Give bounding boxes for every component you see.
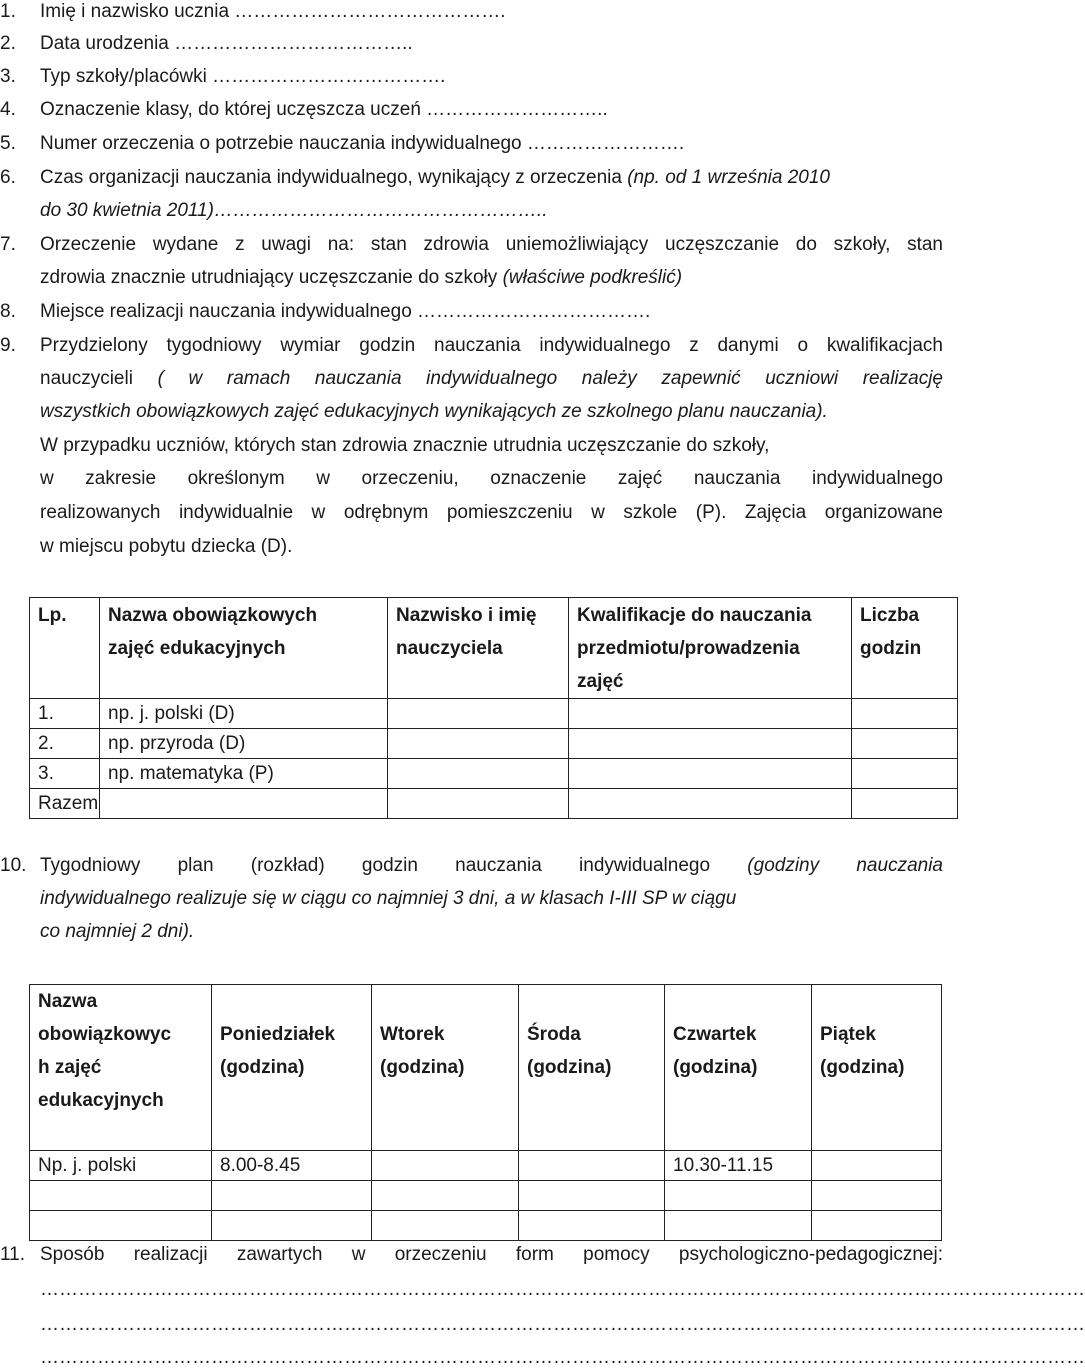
- cell-tuesday: [372, 1151, 519, 1181]
- cell-lp: 2.: [30, 729, 100, 759]
- item-7-line-1: Orzeczenie wydane z uwagi na: stan zdrowia uniemożliwiający uczęszczanie do szkoły, stan: [40, 234, 943, 255]
- item-text: Data urodzenia ………………………………..: [40, 33, 413, 54]
- header-lp: Lp.: [30, 598, 100, 699]
- cell-qualifications: [569, 729, 852, 759]
- item-number: 2.: [0, 33, 16, 54]
- cell-friday: [812, 1211, 942, 1241]
- item-number: 3.: [0, 66, 16, 87]
- cell-wednesday: [519, 1181, 665, 1211]
- cell-tuesday: [372, 1211, 519, 1241]
- cell-hours: [852, 699, 958, 729]
- cell-friday: [812, 1181, 942, 1211]
- cell-hours: [852, 759, 958, 789]
- item-9-line-2: nauczycieli ( w ramach nauczania indywidualnego należy zapewnić uczniowi realizację: [40, 368, 943, 389]
- cell-tuesday: [372, 1181, 519, 1211]
- cell-teacher: [388, 699, 569, 729]
- header-subject: Nazwa obowiązkowych zajęć edukacyjnych: [100, 598, 388, 699]
- schedule-row: [30, 1151, 942, 1181]
- item-text: zdrowia znacznie utrudniający uczęszczanie do szkoły: [40, 267, 503, 288]
- table-total-row: [30, 789, 958, 819]
- header-qualifications: Kwalifikacje do nauczania przedmiotu/prowadzenia zajęć: [569, 598, 852, 699]
- item-10-line-2: indywidualnego realizuje się w ciągu co najmniej 3 dni, a w klasach I-III SP w ciągu: [40, 888, 737, 909]
- cell-subject: [30, 1211, 212, 1241]
- item-number: 5.: [0, 133, 16, 154]
- schedule-row: [30, 1181, 942, 1211]
- cell-friday: [812, 1151, 942, 1181]
- item-9-number: 9.: [0, 335, 16, 356]
- cell-subject: np. przyroda (D): [100, 729, 388, 759]
- item-number: 4.: [0, 99, 16, 120]
- answer-dots-line-1: …………………………………………………………………………………………………………………………………………………: [40, 1279, 1085, 1300]
- item-11-line-1: Sposób realizacji zawartych w orzeczeniu form pomocy psychologiczno-pedagogicznej:: [40, 1244, 943, 1265]
- answer-dots-line-2: …………………………………………………………………………………………………………………………………………………: [40, 1314, 1085, 1335]
- cell-subject: [30, 1181, 212, 1211]
- cell-total-label: Razem: [30, 789, 100, 819]
- schedule-row: [30, 1211, 942, 1241]
- item-text: Numer orzeczenia o potrzebie nauczania indywidualnego …………………….: [40, 133, 685, 154]
- cell-qualifications: [569, 699, 852, 729]
- header-wednesday: Środa (godzina): [519, 985, 665, 1151]
- cell-thursday: 10.30-11.15: [665, 1151, 812, 1181]
- item-text: Czas organizacji nauczania indywidualnego, wynikający z orzeczenia: [40, 167, 628, 188]
- cell-lp: 3.: [30, 759, 100, 789]
- item-number: 8.: [0, 301, 16, 322]
- header-thursday: Czwartek (godzina): [665, 985, 812, 1151]
- header-monday: Poniedziałek (godzina): [212, 985, 372, 1151]
- item-11-number: 11.: [0, 1244, 26, 1265]
- header-tuesday: Wtorek (godzina): [372, 985, 519, 1151]
- item-text-italic: (właściwe podkreślić): [502, 267, 683, 288]
- item-9-line-1: Przydzielony tygodniowy wymiar godzin nauczania indywidualnego z danymi o kwalifikacjach: [40, 335, 943, 356]
- cell-thursday: [665, 1211, 812, 1241]
- item-number: 6.: [0, 167, 16, 188]
- item-10-line-1: Tygodniowy plan (rozkład) godzin nauczania indywidualnego (godziny nauczania: [40, 855, 943, 876]
- header-subject: Nazwa obowiązkowyc h zajęć edukacyjnych: [30, 985, 212, 1151]
- cell-teacher: [388, 759, 569, 789]
- table-row: [30, 729, 958, 759]
- header-friday: Piątek (godzina): [812, 985, 942, 1151]
- table-row: [30, 759, 958, 789]
- cell-thursday: [665, 1181, 812, 1211]
- cell-qualifications: [569, 789, 852, 819]
- cell-subject: Np. j. polski: [30, 1151, 212, 1181]
- cell-monday: [212, 1181, 372, 1211]
- table-header-row: [30, 598, 958, 699]
- item-text: Imię i nazwisko ucznia …………………………………….: [40, 1, 506, 22]
- header-hours: Liczba godzin: [852, 598, 958, 699]
- item-text: Oznaczenie klasy, do której uczęszcza uczeń ………………………..: [40, 99, 608, 120]
- item-text: Miejsce realizacji nauczania indywidualnego ……………………………….: [40, 301, 651, 322]
- cell-subject: [100, 789, 388, 819]
- item-9-line-5: w zakresie określonym w orzeczeniu, oznaczenie zajęć nauczania indywidualnego: [40, 468, 943, 489]
- item-9-line-6: realizowanych indywidualnie w odrębnym pomieszczeniu w szkole (P). Zajęcia organizowane: [40, 502, 943, 523]
- item-number: 1.: [0, 1, 16, 22]
- cell-monday: [212, 1211, 372, 1241]
- cell-monday: 8.00-8.45: [212, 1151, 372, 1181]
- header-teacher: Nazwisko i imię nauczyciela: [388, 598, 569, 699]
- item-7-number: 7.: [0, 234, 16, 255]
- cell-wednesday: [519, 1211, 665, 1241]
- item-10-number: 10.: [0, 855, 27, 876]
- weekly-schedule-table: [29, 984, 942, 1241]
- cell-teacher: [388, 789, 569, 819]
- cell-lp: 1.: [30, 699, 100, 729]
- cell-wednesday: [519, 1151, 665, 1181]
- item-text-italic: (np. od 1 września 2010: [627, 167, 830, 188]
- item-9-line-7: w miejscu pobytu dziecka (D).: [40, 536, 293, 557]
- answer-dots-line-3: …………………………………………………………………………………………………………………………………………………: [40, 1347, 1085, 1368]
- item-9-line-3: wszystkich obowiązkowych zajęć edukacyjnych wynikających ze szkolnego planu nauczania).: [40, 401, 828, 422]
- cell-hours: [852, 729, 958, 759]
- schedule-header-row: [30, 985, 942, 1151]
- cell-teacher: [388, 729, 569, 759]
- cell-subject: np. j. polski (D): [100, 699, 388, 729]
- cell-qualifications: [569, 759, 852, 789]
- item-10-line-3: co najmniej 2 dni).: [40, 921, 195, 942]
- item-9-line-4: W przypadku uczniów, których stan zdrowia znacznie utrudnia uczęszczanie do szkoły,: [40, 435, 770, 456]
- item-text: Typ szkoły/placówki ……………………………….: [40, 66, 446, 87]
- teachers-table: [29, 597, 958, 819]
- table-row: [30, 699, 958, 729]
- cell-hours: [852, 789, 958, 819]
- item-text: do 30 kwietnia 2011)……………………………………………..: [40, 200, 548, 221]
- cell-subject: np. matematyka (P): [100, 759, 388, 789]
